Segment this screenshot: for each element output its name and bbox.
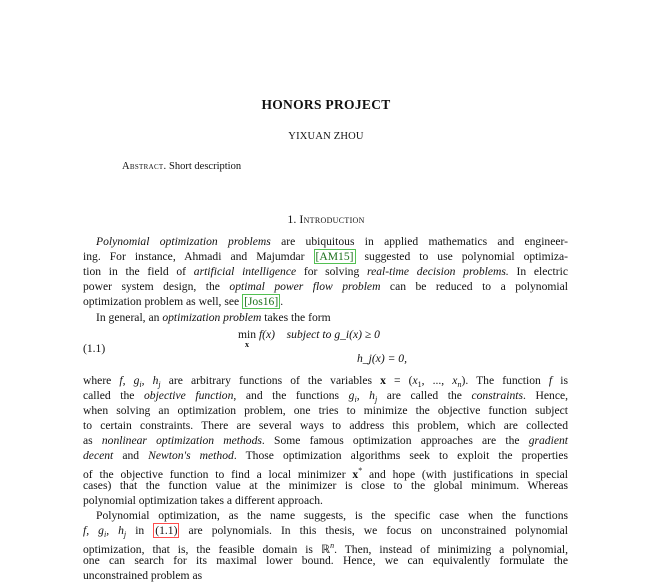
p4-line-5: unconstrained problem as [83, 569, 203, 582]
p2-line-1: In general, an optimization problem takes the form [96, 311, 331, 324]
equation-line-1: min x f(x) subject to g_i(x) ≥ 0 [238, 328, 380, 349]
paper-title: HONORS PROJECT [261, 97, 391, 112]
p3-line-8: cases) that the function value at the minimizer is close to the global minimum. Whereas [83, 479, 568, 492]
p1-line-4: power system design, the optimal power flow problem can be reduced to a polynomial [83, 280, 569, 293]
citation-am15[interactable]: [AM15] [315, 250, 354, 263]
equation-ref-1-1[interactable]: (1.1) [155, 524, 178, 537]
constraint-1: g_i(x) ≥ 0 [334, 328, 380, 341]
p1-line-1: Polynomial optimization problems are ubiquitous in applied mathematics and engineer- [96, 235, 568, 248]
p3-line-9: polynomial optimization takes a different approach. [83, 494, 323, 507]
p3-line-1: where f, $g_i$, $h_j$ are arbitrary functions of the variables $x = (x_1$, ..., $x_n$). The function f is [83, 374, 568, 389]
section-title: Introduction [299, 212, 365, 226]
section-number: 1. [287, 212, 297, 226]
abstract-text: Short description [169, 161, 242, 172]
abstract-label: Abstract. [122, 161, 167, 172]
p1-line-3: tion in the field of artificial intelligence for solving real-time decision problems. In electric [83, 265, 568, 278]
p3-line-6: decent and Newton's method. Those optimization algorithms seek to exploit the properties [83, 449, 568, 462]
section-heading [0, 212, 652, 227]
p4-line-4: one can search for its maximal lower bound. Hence, we can equivalently formulate the [83, 554, 568, 567]
p4-line-1: Polynomial optimization, as the name suggests, is the specific case when the functions [96, 509, 568, 522]
equation-label: (1.1) [83, 342, 106, 355]
p3-line-7: of the objective function to find a local minimizer x* and hope (with justifications in special [83, 466, 568, 481]
p1-line-5: optimization problem as well, see [Jos16] . [83, 295, 284, 308]
p1-line-2: ing. For instance, Ahmadi and Majumdar [AM15] suggested to use polynomial optimiza- [83, 250, 568, 263]
p4-line-2: f, $g_i$, $h_j$ in (1.1) are polynomials. In this thesis, we focus on unconstrained polynomial [83, 524, 568, 539]
author-name: YIXUAN ZHOU [288, 131, 364, 142]
p3-line-5: as nonlinear optimization methods. Some famous optimization approaches are the gradient [83, 434, 568, 447]
p3-line-3: when solving an optimization problem, one tries to minimize the objective function subject [83, 404, 568, 417]
equation-line-2 [357, 352, 407, 365]
p4-line-3: optimization, that is, the feasible domain is ℝ$^n$. Then, instead of minimizing a polynomial, [83, 541, 568, 556]
p3-line-2: called the objective function, and the functions $g_i$, $h_j$ are called the constraints. Hence, [83, 389, 569, 404]
abstract [122, 161, 241, 172]
citation-jos16[interactable]: [Jos16] [244, 295, 279, 308]
subject-to: subject to [286, 328, 332, 341]
constraint-2: h_j(x) = 0, [357, 352, 407, 365]
objective: f(x) [258, 328, 276, 341]
p3-line-4: to certain constraints. There are several ways to address this problem, which are collected [83, 419, 568, 432]
